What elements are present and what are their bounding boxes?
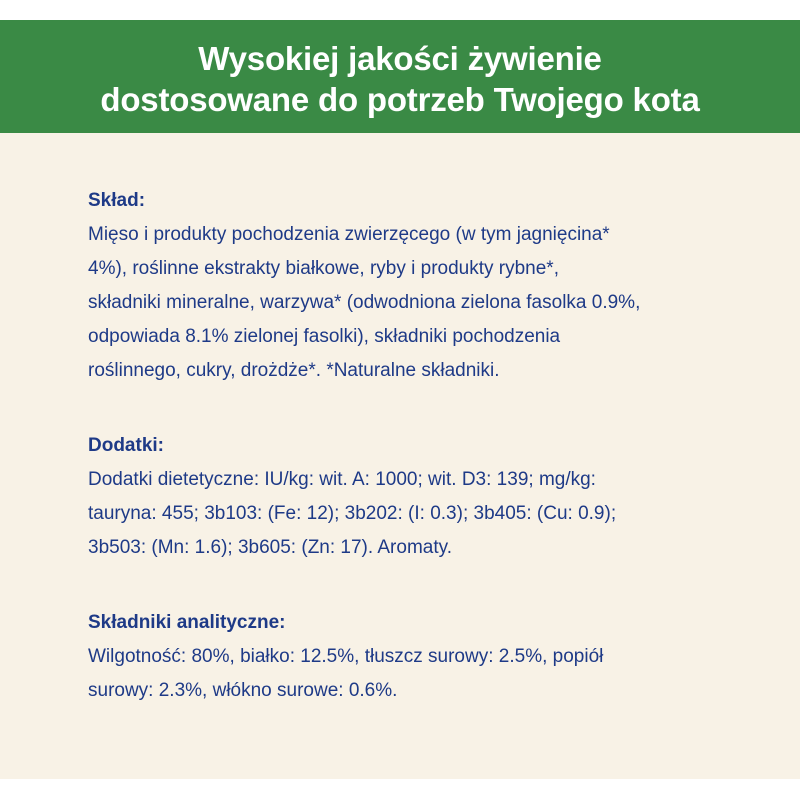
header-title-line-1: Wysokiej jakości żywienie — [198, 40, 602, 77]
analytical-section — [88, 606, 740, 708]
additives-line: 3b503: (Mn: 1.6); 3b605: (Zn: 17). Aromaty. — [88, 537, 452, 558]
header-title-line-2: dostosowane do potrzeb Twojego kota — [100, 81, 700, 118]
additives-heading: Dodatki: — [88, 435, 164, 456]
analytical-heading: Składniki analityczne: — [88, 612, 286, 633]
composition-section — [88, 184, 740, 388]
composition-heading: Skład: — [88, 190, 146, 211]
additives-section — [88, 429, 740, 565]
composition-line: 4%), roślinne ekstrakty białkowe, ryby i produkty rybne*, — [88, 258, 559, 279]
additives-line: tauryna: 455; 3b103: (Fe: 12); 3b202: (I: 0.3); 3b405: (Cu: 0.9); — [88, 503, 617, 524]
ingredients-panel — [0, 133, 800, 779]
header-banner — [0, 20, 800, 133]
composition-line: odpowiada 8.1% zielonej fasolki), składniki pochodzenia — [88, 326, 561, 347]
analytical-line: surowy: 2.3%, włókno surowe: 0.6%. — [88, 680, 398, 701]
additives-line: Dodatki dietetyczne: IU/kg: wit. A: 1000; wit. D3: 139; mg/kg: — [88, 469, 596, 490]
composition-line: roślinnego, cukry, drożdże*. *Naturalne składniki. — [88, 360, 500, 381]
composition-line: Mięso i produkty pochodzenia zwierzęcego (w tym jagnięcina* — [88, 224, 610, 245]
composition-line: składniki mineralne, warzywa* (odwodniona zielona fasolka 0.9%, — [88, 292, 641, 313]
analytical-line: Wilgotność: 80%, białko: 12.5%, tłuszcz surowy: 2.5%, popiół — [88, 646, 604, 667]
